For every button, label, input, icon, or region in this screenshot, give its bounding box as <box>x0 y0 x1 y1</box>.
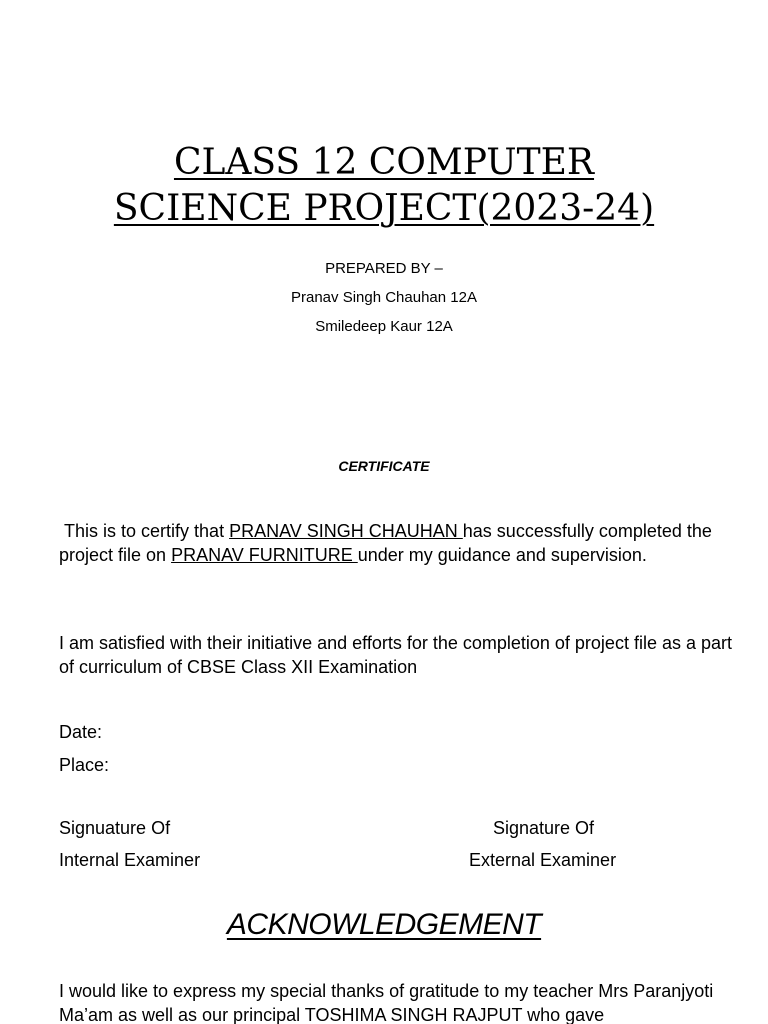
internal-signature-line-2: Internal Examiner <box>59 850 201 868</box>
author-2: Smiledeep Kaur 12A <box>315 318 453 335</box>
cert-intro-text: This is to certify that <box>64 521 230 541</box>
project-name: PRANAV FURNITURE <box>171 545 358 565</box>
prepared-by-heading: PREPARED BY – <box>325 260 443 277</box>
certificate-paragraph-2: I am satisfied with their initiative and efforts for the completion of project file as a part of curriculum of CBSE Class XII Examination <box>59 633 732 677</box>
acknowledgement-text: I would like to express my special thanks of gratitude to my teacher Mrs Paranjyoti Ma’am as well as our principal TOSHIMA SINGH RAJPUT who gave <box>59 981 714 1024</box>
project-title-line-1: CLASS 12 COMPUTER <box>173 142 595 183</box>
internal-examiner-signature <box>59 812 200 868</box>
cert-middle-text: has successfully completed the project file on <box>59 521 712 565</box>
internal-signature-line-1: Signuature Of <box>59 818 171 838</box>
acknowledgement-heading: ACKNOWLEDGEMENT <box>226 908 542 941</box>
certificate-paragraph-1 <box>59 519 739 567</box>
date-label: Date: <box>59 722 103 742</box>
external-signature-line-2: External Examiner <box>469 850 617 868</box>
project-title <box>0 140 768 232</box>
certificate-heading: CERTIFICATE <box>338 458 430 474</box>
external-signature-line-1: Signature Of <box>493 818 595 838</box>
acknowledgement-page <box>0 868 768 1024</box>
external-examiner-signature <box>469 812 616 868</box>
project-title-line-2: SCIENCE PROJECT(2023-24) <box>113 188 655 229</box>
author-1: Pranav Singh Chauhan 12A <box>291 289 477 306</box>
cert-end-text: under my guidance and supervision. <box>357 545 647 565</box>
student-name: PRANAV SINGH CHAUHAN <box>229 521 463 541</box>
place-label: Place: <box>59 755 110 775</box>
